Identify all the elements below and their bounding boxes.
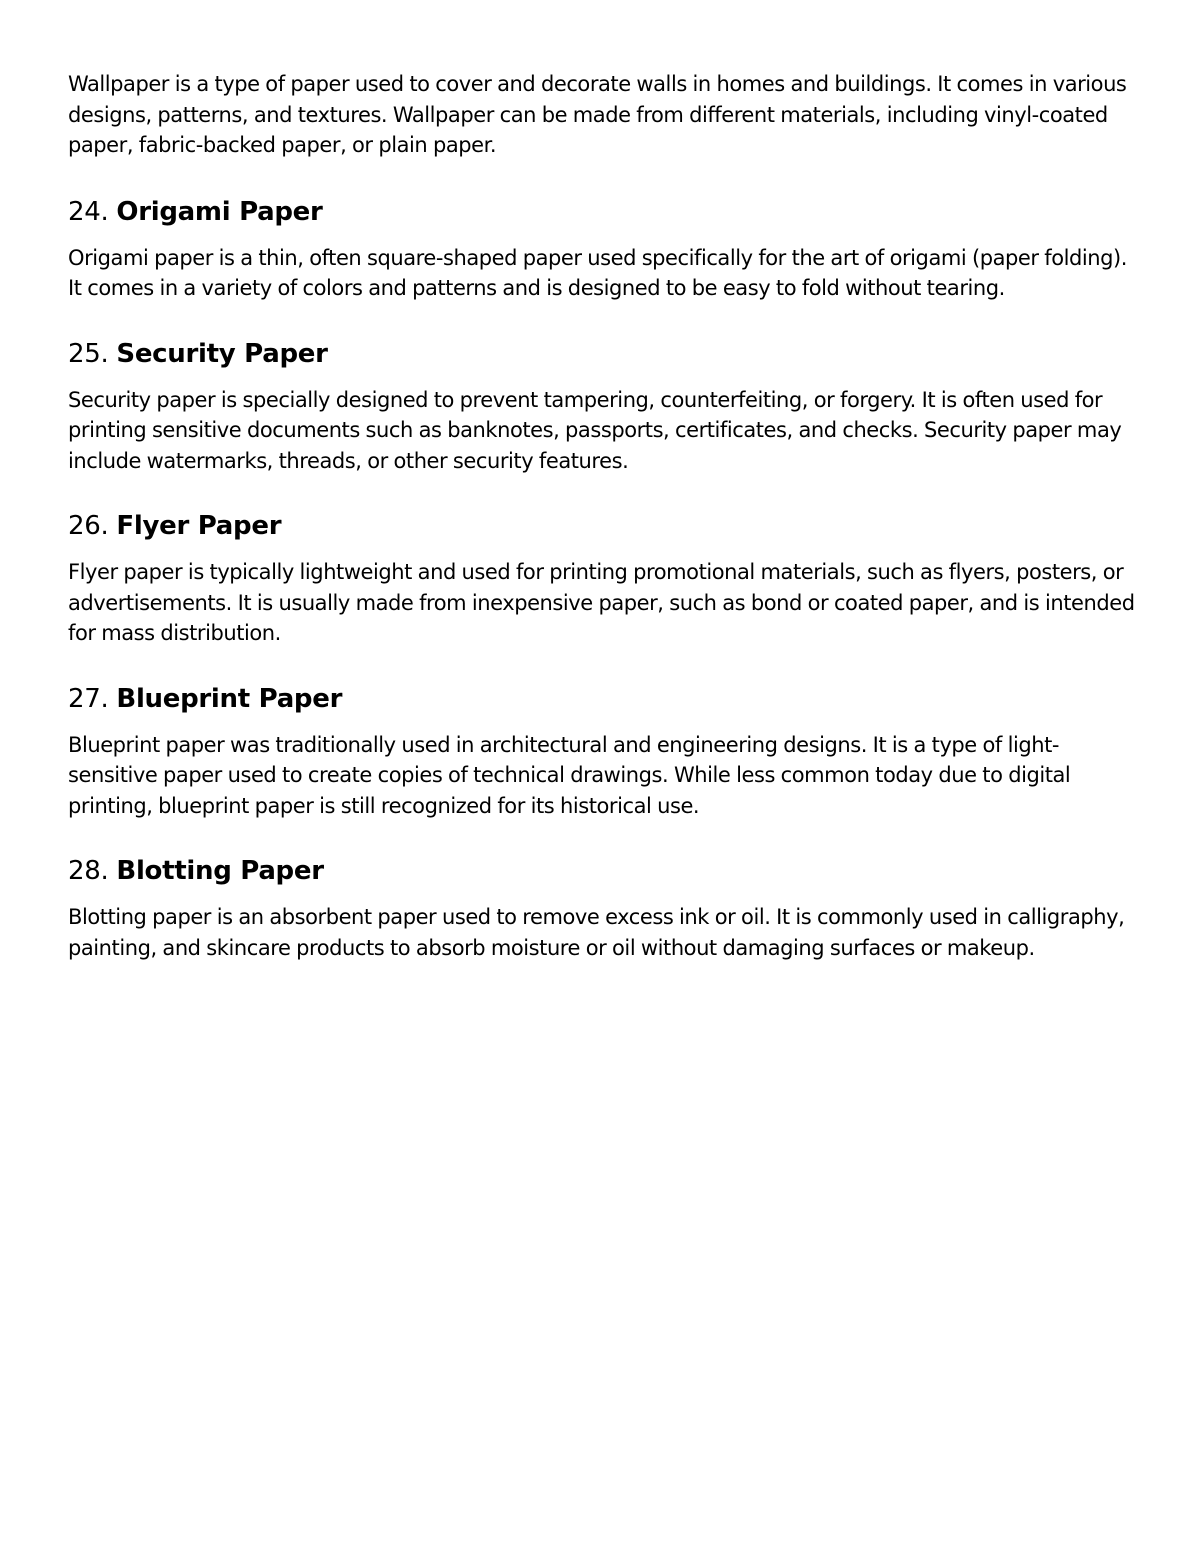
section-body: Security paper is specially designed to prevent tampering, counterfeiting, or forgery. It is often used for printing sensitive documents such as banknotes, passports, certificates, and checks. Security paper may include watermarks, threads, or other security features. [68,387,1122,473]
section-heading [68,337,1140,371]
section-number: 26. [68,511,109,541]
document-page [68,69,1140,996]
section-flyer-paper [68,509,1140,649]
section-heading [68,509,1140,543]
section-body: Origami paper is a thin, often square-shaped paper used specifically for the art of origami (paper folding). It comes in a variety of colors and patterns and is designed to be easy to fold without tearing. [68,245,1127,300]
section-security-paper [68,337,1140,477]
section-heading [68,195,1140,229]
section-body: Flyer paper is typically lightweight and used for printing promotional materials, such as flyers, posters, or advertisements. It is usually made from inexpensive paper, such as bond or coated paper, and is intended for mass distribution. [68,560,1135,645]
section-number: 24. [68,196,109,227]
section-heading [68,854,1140,888]
section-body: Blotting paper is an absorbent paper used to remove excess ink or oil. It is commonly used in calligraphy, painting, and skincare products to absorb moisture or oil without damaging surfaces or makeup. [68,905,1125,960]
section-blueprint-paper [68,682,1140,822]
section-body: Blueprint paper was traditionally used in architectural and engineering designs. It is a type of light-sensitive paper used to create copies of technical drawings. While less common today due to digital printing, blueprint paper is still recognized for its historical use. [68,732,1071,818]
section-title: Origami Paper [116,196,323,227]
intro-paragraph: Wallpaper is a type of paper used to cover and decorate walls in homes and buildings. It comes in various designs, patterns, and textures. Wallpaper can be made from different materials, including vinyl-coated paper, fabric-backed paper, or plain paper. [68,72,1127,157]
section-number: 27. [68,683,109,714]
section-title: Security Paper [116,338,328,369]
section-origami-paper [68,195,1140,304]
section-number: 28. [68,856,109,886]
section-title: Flyer Paper [116,511,282,541]
section-title: Blotting Paper [116,856,324,886]
section-blotting-paper [68,854,1140,963]
section-number: 25. [68,338,109,369]
section-heading [68,682,1140,716]
section-title: Blueprint Paper [116,683,343,714]
